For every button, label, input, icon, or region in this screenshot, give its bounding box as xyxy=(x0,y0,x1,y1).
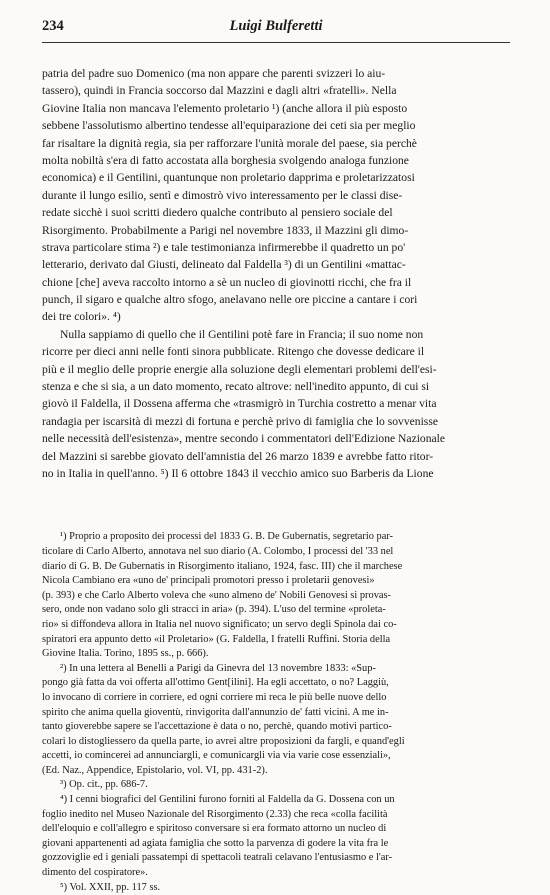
page-header xyxy=(42,14,510,43)
footnote-line: (p. 393) e che Carlo Alberto voleva che «uno almeno de' Nobili Genovesi si provas- xyxy=(42,589,391,601)
footnote-line: ticolare di Carlo Alberto, annotava nel suo diario (A. Colombo, I processi del '33 nel xyxy=(42,545,394,557)
footnote-line: colari lo distogliessero da quella parte, io avrei altre proposizioni da fargli, e quand'egli xyxy=(42,735,405,747)
body-line: sebbene l'assolutismo albertino tendesse all'equiparazione dei ceti sia per meglio xyxy=(42,119,416,133)
footnote-line: ⁴) I cenni biografici del Gentilini furono forniti al Faldella da G. Dossena con un xyxy=(60,794,395,806)
footnote-line: accetti, io comincerei ad annunciargli, e comunicargli via via varie cose essenziali», xyxy=(42,750,391,762)
footnote-line: ³) Op. cit., pp. 686-7. xyxy=(60,779,148,791)
body-line: strava particolare stima ²) e tale testimonianza infirmerebbe il quadretto un po' xyxy=(42,240,406,254)
body-line: Nulla sappiamo di quello che il Gentilini potè fare in Francia; il suo nome non xyxy=(60,327,424,341)
body-line: dei tre colori». ⁴) xyxy=(42,310,121,324)
footnote-line: sero, onde non vadano solo gli stracci in aria» (p. 394). L'uso del termine «proleta- xyxy=(42,604,386,616)
footnote-line: foglio inedito nel Museo Nazionale del Risorgimento (2.33) che reca «colla facilità xyxy=(42,808,388,820)
body-line: ricorre per dieci anni nelle fonti sinora pubblicate. Ritengo che dovesse dedicare il xyxy=(42,345,425,359)
body-line: punch, il sigaro e qualche altro sfogo, anelavano nelle ore piccine a cantare i cori xyxy=(42,293,418,307)
footnote-line: tanto gioverebbe sapere se l'accettazione è data o no, perchè, quando motivi partico- xyxy=(42,721,392,733)
footnote-line: Giovine Italia. Torino, 1895 ss., p. 666). xyxy=(42,648,209,660)
body-line: letterario, derivato dal Giusti, delineato dal Faldella ³) di un Gentilini «mattac- xyxy=(42,258,406,272)
body-line: nelle necessità dell'esistenza», mentre secondo i commentatori dell'Edizione Nazionale xyxy=(42,432,446,446)
footnote-line: spirito che anima quella gioventù, rinvigorita dall'annunzio de' fatti vicini. A me in- xyxy=(42,706,389,718)
body-line: randagia per iscarsità di mezzi di fortuna e perchè privo di famiglia che lo sovvenisse xyxy=(42,414,438,428)
footnote-line: dell'eloquio e coll'allegro e spiritoso conversare si era formato attorno un nucleo di xyxy=(42,823,387,835)
body-text xyxy=(42,65,510,482)
footnote-line: spiratori era appunto detto «il Proletario» (G. Faldella, I fratelli Ruffini. Storia della xyxy=(42,633,391,645)
body-line: stenza e che si sia, a un dato momento, recato altrove: nell'inedito appunto, di cui si xyxy=(42,380,430,394)
footnote-line: lo invocano di corriere in corriere, ed ogni corriere mi reca le più belle nuove dello xyxy=(42,691,387,703)
body-line: più e il meglio delle proprie energie alla soluzione degli elementari problemi dell'esi- xyxy=(42,362,437,376)
footnote-line: pongo già fatta da voi offerta all'ottimo Gent[ilini]. Ha egli accettato, o no? Laggiù, xyxy=(42,677,389,689)
footnote-line: Nicola Cambiano era «uno de' principali promotori presso i proletarii genovesi» xyxy=(42,575,375,587)
footnote-line: ²) In una lettera al Benelli a Parigi da Ginevra del 13 novembre 1833: «Sup- xyxy=(60,662,376,674)
body-line: chione [che] aveva raccolto intorno a sè un nucleo di giovinotti ricchi, che fra il xyxy=(42,275,412,289)
body-line: redate sicchè i suoi scritti diedero qualche contributo al pensiero sociale del xyxy=(42,206,393,220)
body-line: far risaltare la dignità regia, sia per rafforzare l'unità morale del paese, sia perchè xyxy=(42,136,417,150)
footnote-line: gozzoviglie ed i geniali passatempi di spettacoli teatrali celavano l'entusiasmo e l'ar- xyxy=(42,852,393,864)
footnote-line: ⁵) Vol. XXII, pp. 117 ss. xyxy=(60,881,161,893)
page-number: 234 xyxy=(42,18,64,34)
body-line: durante il lungo esilio, sentì e dimostrò vivo interessamento per le classi dise- xyxy=(42,188,403,202)
footnote-line: rio» si diffondeva allora in Italia nel nuovo significato; un servo degli Spinola dai co- xyxy=(42,618,397,630)
footnote-line: dimento del cospiratore». xyxy=(42,867,148,879)
footnote-line: giovani appartenenti ad agiata famiglia che sotto la parvenza di godere la vita fra le xyxy=(42,837,389,849)
body-line: economica) e il Gentilini, quantunque non proletario dapprima e proletarizzatosi xyxy=(42,171,415,185)
footnote-line: (Ed. Naz., Appendice, Epistolario, vol. VI, pp. 431-2). xyxy=(42,764,268,776)
body-line: molta nobiltà s'era di fatto accostata alla borghesia svolgendo analoga funzione xyxy=(42,153,409,167)
body-line: Giovine Italia non mancava l'elemento proletario ¹) (anche allora il più esposto xyxy=(42,101,408,115)
body-line: no in Italia in quell'anno. ⁵) Il 6 ottobre 1843 il vecchio amico suo Barberis da Lione xyxy=(42,466,434,480)
body-line: patria del padre suo Domenico (ma non appare che parenti svizzeri lo aiu- xyxy=(42,67,386,80)
body-line: Risorgimento. Probabilmente a Parigi nel novembre 1833, il Mazzini gli dimo- xyxy=(42,223,409,237)
book-page xyxy=(42,14,510,895)
running-head: Luigi Bulferetti xyxy=(229,18,323,34)
body-line: giovò il Faldella, il Dossena afferma che «trasmigrò in Turchia costretto a menar vita xyxy=(42,397,437,411)
body-line: del Mazzini si sarebbe giovato dell'amnistia del 26 marzo 1839 e avrebbe fatto ritor- xyxy=(42,449,434,463)
footnotes xyxy=(42,530,510,895)
body-line: tassero), quindi in Francia soccorso dal Mazzini e dagli altri «fratelli». Nella xyxy=(42,84,397,98)
footnote-line: diario di G. B. De Gubernatis in Risorgimento italiano, 1924, fasc. III) che il marchese xyxy=(42,560,403,572)
footnote-line: ¹) Proprio a proposito dei processi del 1833 G. B. De Gubernatis, segretario par- xyxy=(60,531,394,543)
